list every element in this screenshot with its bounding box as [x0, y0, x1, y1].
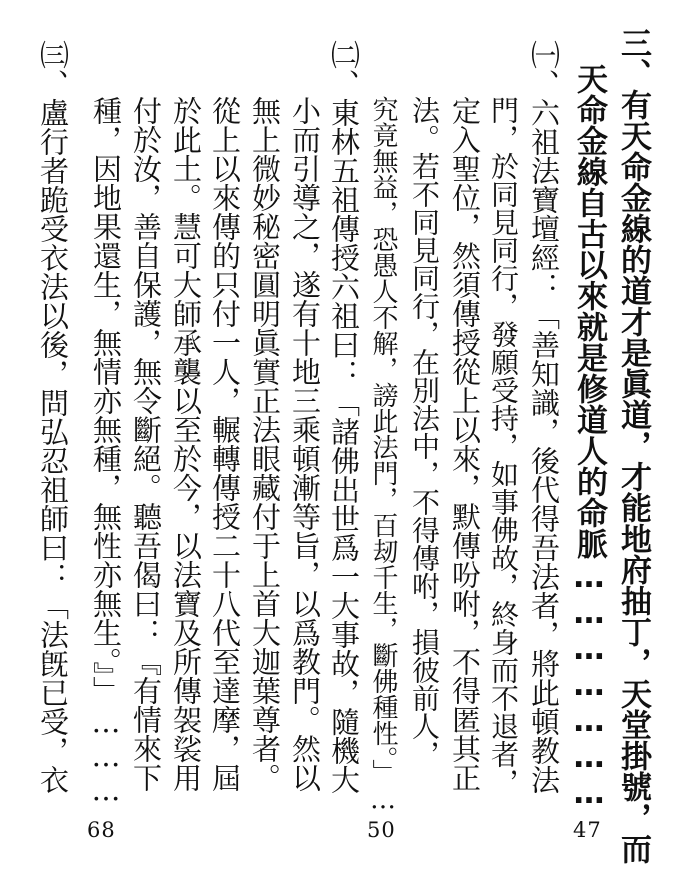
item-2-line-2: 小而引導之，遂有十地三乘頓漸等旨，以爲教門。然以	[288, 96, 322, 792]
item-2-line-1: ㈡、東林五祖傳授六祖曰：「諸佛出世爲一大事故，隨機大	[327, 40, 361, 794]
page-ref-50: 50	[367, 818, 396, 842]
item-2-line-6: 付於汝，善自保護，無令斷絕。聽吾偈曰：『有情來下	[129, 96, 163, 792]
item-2-line-5: 於此土。慧可大師承襲以至於今，以法寶及所傳袈裟用	[169, 96, 203, 792]
page-ref-47: 47	[573, 818, 602, 842]
item-1-line-2: 門，於同見同行，發願受持，如事佛故，終身而不退者，	[487, 96, 520, 796]
item-1-line-3: 定入聖位，然須傳授從上以來，默傳吩咐，不得匿其正	[448, 96, 482, 792]
page-ref-68: 68	[87, 818, 116, 842]
item-1-line-5: 究竟無益，恐愚人不解，謗此法門，百刼千生，斷佛種性。」…	[368, 96, 398, 815]
item-2-line-3: 無上微妙秘密圓明眞實正法眼藏付于上首大迦葉尊者。	[248, 96, 282, 792]
heading-line-2: 天命金線自古以來就是修道人的命脈…………………	[571, 63, 607, 811]
item-2-line-4: 從上以來傳的只付一人，輾轉傳授二十八代至達摩，屆	[208, 96, 242, 792]
heading-line-1: 三、有天命金線的道才是眞道，才能地府抽丁，天堂掛號，而	[615, 27, 651, 864]
item-3-line-1: ㈢、盧行者跪受衣法以後，問弘忍祖師曰：「法旣已受，衣	[36, 40, 70, 794]
item-1-line-1: ㈠、六祖法寶壇經：「善知識，後代得吾法者，將此頓教法	[527, 40, 561, 794]
item-1-line-4: 法。若不同見同行，在別法中，不得傳咐，損彼前人，	[408, 96, 441, 768]
item-2-line-7: 種，因地果還生，無情亦無種，無性亦無生。』」………	[89, 96, 123, 807]
